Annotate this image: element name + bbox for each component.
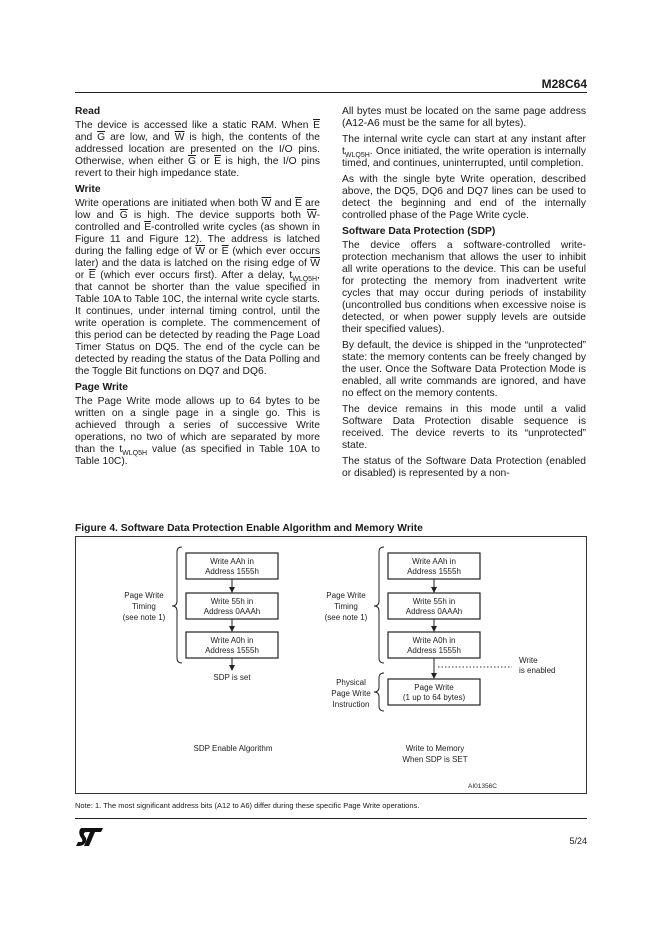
- sdp-default-paragraph: By default, the device is shipped in the “unprotected” state: the memory contents can be freely changed by the user. Once the Software Data Protection Mode is enabled, all write commands are ignored, and have no effect on the memory contents.: [342, 340, 586, 399]
- right-box-3-line-2: Address 1555h: [407, 646, 461, 655]
- left-box-1-line-1: Write AAh in: [210, 557, 254, 566]
- read-heading: Read: [75, 106, 101, 117]
- sdp-is-set-label: SDP is set: [213, 673, 251, 682]
- read-paragraph: The device is accessed like a static RAM. When $\overline{E}$ and $\overline{G}$ are low, and $\overline{W}$ is high, the contents of the addressed location are presented on the I/O pins. Otherwise, when either $\overline{G}$ or $\overline{E}$ is high, the I/O pins revert to their high impedance state.: [75, 120, 320, 179]
- left-timing-line-3: (see note 1): [122, 613, 166, 622]
- left-box-1-line-2: Address 1555h: [205, 567, 259, 576]
- figure-title: Figure 4. Software Data Protection Enable Algorithm and Memory Write: [75, 523, 423, 534]
- right-timing-line-1: Page Write: [326, 591, 366, 600]
- right-box-3: [388, 632, 480, 658]
- left-box-2-line-1: Write 55h in: [210, 597, 254, 606]
- write-enabled-line-1: Write: [519, 656, 538, 665]
- left-timing-brace: [172, 547, 182, 663]
- left-box-2-line-2: Address 0AAAh: [203, 607, 261, 616]
- left-box-2: [186, 593, 278, 619]
- dq-lines-paragraph: As with the single byte Write operation, described above, the DQ5, DQ6 and DQ7 lines can be used to detect the beginning and end of the internally controlled phase of the Page Write cycle.: [342, 174, 586, 221]
- page-write-box-line-2: (1 up to 64 bytes): [402, 693, 466, 702]
- sdp-intro-paragraph: The device offers a software-controlled write-protection mechanism that allows the user to inhibit all write operations to the device. This can be useful for protecting the memory from inadvertent write cycles that may occur during periods of instability (uncontrolled bus conditions when excessive noise is detected, or when power supply levels are outside their specified values).: [342, 240, 586, 335]
- write-paragraph: Write operations are initiated when both $\overline{W}$ and $\overline{E}$ are low and $\overline{G}$ is high. The device supports both $\overline{W}$-controlled and $\overline{E}$-controlled write cycles (as shown in Figure 11 and Figure 12). The address is latched during the falling edge of $\overline{W}$ or $\overline{E}$ (which ever occurs later) and the data is latched on the rising edge of $\overline{W}$ or $\overline{E}$ (which ever occurs first). After a delay, $t_{WLQ5H}$, that cannot be shorter than the value specified in Table 10A to Table 10C, the internal write cycle starts. It continues, under internal timing control, until the write operation is complete. The commencement of this period can be detected by reading the Page Load Timer Status on DQ5. The end of the cycle can be detected by reading the status of the Data Polling and the Toggle Bit functions on DQ7 and DQ6.: [75, 198, 321, 377]
- write-heading: Write: [75, 184, 101, 195]
- page-write-box: [388, 679, 480, 705]
- left-timing-line-2: Timing: [132, 602, 156, 611]
- page-address-paragraph: All bytes must be located on the same page address (A12-A6 must be the same for all bytes).: [342, 106, 586, 129]
- right-caption-line-1: Write to Memory: [405, 744, 465, 753]
- right-timing-line-2: Timing: [334, 602, 358, 611]
- figure-frame: [75, 536, 587, 794]
- left-box-3-line-1: Write A0h in: [210, 636, 254, 645]
- st-logo-icon: [75, 826, 105, 848]
- page-write-heading: Page Write: [75, 382, 129, 393]
- sdp-heading: Software Data Protection (SDP): [342, 226, 496, 237]
- left-box-3-line-2: Address 1555h: [205, 646, 259, 655]
- right-box-2-line-2: Address 0AAAh: [405, 607, 463, 616]
- right-timing-line-3: (see note 1): [324, 613, 368, 622]
- flowchart: [76, 537, 588, 795]
- document-title: M28C64: [541, 77, 587, 91]
- physical-brace: [374, 673, 384, 711]
- right-caption-line-2: When SDP is SET: [402, 755, 468, 764]
- footer-rule: [75, 818, 587, 819]
- write-enabled-line-2: is enabled: [519, 666, 556, 675]
- left-caption: SDP Enable Algorithm: [193, 744, 273, 753]
- physical-line-1: Physical: [336, 678, 366, 687]
- right-box-1-line-2: Address 1555h: [407, 567, 461, 576]
- page-write-box-line-1: Page Write: [414, 683, 454, 692]
- right-box-2-line-1: Write 55h in: [412, 597, 456, 606]
- right-box-1-line-1: Write AAh in: [412, 557, 456, 566]
- right-timing-brace: [374, 547, 384, 663]
- figure-code: AI01356C: [468, 783, 497, 790]
- figure-note: Note: 1. The most significant address bits (A12 to A6) differ during these specific Page Write operations.: [75, 801, 420, 810]
- left-box-3: [186, 632, 278, 658]
- left-box-1: [186, 553, 278, 579]
- right-box-1: [388, 553, 480, 579]
- right-column: [342, 106, 586, 484]
- right-box-3-line-1: Write A0h in: [412, 636, 456, 645]
- page-number: 5/24: [569, 836, 587, 846]
- page-write-paragraph: The Page Write mode allows up to 64 bytes to be written on a single page in a single go. This is achieved through a series of successive Write operations, no two of which are separated by more than the $t_{WLQ5H}$ value (as specified in Table 10A to Table 10C).: [75, 396, 321, 467]
- left-timing-line-1: Page Write: [124, 591, 164, 600]
- sdp-status-paragraph: The status of the Software Data Protection (enabled or disabled) is represented by a non-: [342, 456, 586, 479]
- physical-line-2: Page Write: [331, 689, 371, 698]
- left-column: [75, 106, 320, 472]
- physical-line-3: Instruction: [332, 700, 370, 709]
- right-box-2: [388, 593, 480, 619]
- sdp-remain-paragraph: The device remains in this mode until a valid Software Data Protection disable sequence is received. The device reverts to its “unprotected” state.: [342, 404, 586, 451]
- header-rule: [75, 92, 587, 93]
- write-cycle-paragraph: The internal write cycle can start at any instant after $t_{WLQ5H}$. Once initiated, the write operation is internally timed, and continues, uninterrupted, until completion.: [342, 134, 586, 169]
